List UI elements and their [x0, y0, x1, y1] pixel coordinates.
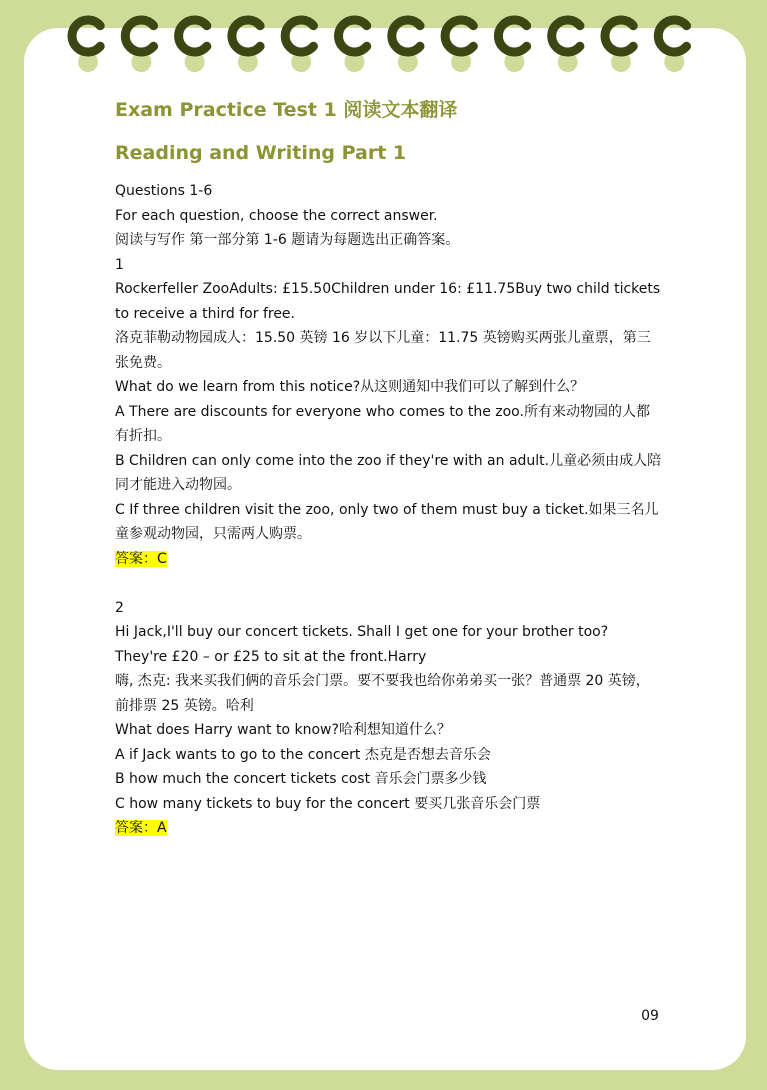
page-title: Exam Practice Test 1 阅读文本翻译: [115, 99, 458, 121]
question-2-option-b: B how much the concert tickets cost 音乐会门票多少钱: [115, 771, 487, 787]
instruction-chinese: 阅读与写作 第一部分第 1-6 题请为每题选出正确答案。: [115, 232, 460, 248]
question-2-option-c: C how many tickets to buy for the concert 要买几张音乐会门票: [115, 795, 541, 812]
question-1-notice-english: Rockerfeller ZooAdults: £15.50Children under 16: £11.75Buy two child tickets to receive a third for free.: [115, 281, 661, 322]
binding-ring: [232, 20, 260, 52]
question-1-prompt: What do we learn from this notice?从这则通知中我们可以了解到什么？: [115, 379, 585, 395]
section-subtitle: Reading and Writing Part 1: [115, 142, 407, 164]
question-1-answer: 答案：C: [115, 550, 167, 567]
binding-ring: [339, 20, 367, 52]
spiral-binding: [0, 0, 767, 80]
binding-ring: [445, 20, 473, 52]
question-1-notice-chinese: 洛克菲勒动物园成人：15.50 英镑 16 岁以下儿童：11.75 英镑购买两张儿童票，第三张免费。: [115, 330, 651, 371]
questions-range: Questions 1-6: [115, 183, 213, 199]
question-2-message-english: Hi Jack,I'll buy our concert tickets. Shall I get one for your brother too? They're £20 – or £25 to sit at the front.Harry: [115, 624, 609, 665]
question-1-option-c: C If three children visit the zoo, only two of them must buy a ticket.如果三名儿童参观动物园，只需两人购票。: [115, 501, 659, 542]
binding-ring: [285, 20, 313, 52]
question-2-answer: 答案：A: [115, 820, 167, 836]
question-1-option-b: B Children can only come into the zoo if they're with an adult.儿童必须由成人陪同才能进入动物园。: [115, 452, 662, 493]
binding-ring: [72, 20, 100, 52]
question-2-prompt: What does Harry want to know?哈利想知道什么？: [115, 722, 451, 738]
binding-ring: [605, 20, 633, 52]
binding-ring: [498, 20, 526, 52]
page-number: 09: [641, 1008, 659, 1024]
binding-ring: [179, 20, 207, 52]
question-1-option-a: A There are discounts for everyone who comes to the zoo.所有来动物园的人都有折扣。: [115, 403, 650, 444]
page-content: [115, 96, 663, 841]
instruction-english: For each question, choose the correct answer.: [115, 207, 438, 224]
question-2-answer-line: [115, 816, 663, 841]
binding-ring: [125, 20, 153, 52]
binding-ring: [392, 20, 420, 52]
binding-ring: [552, 20, 580, 52]
reading-body: [115, 179, 663, 841]
question-2-option-a: A if Jack wants to go to the concert 杰克是否想去音乐会: [115, 746, 491, 763]
question-2-number: 2: [115, 599, 124, 616]
binding-ring: [658, 20, 686, 52]
question-1-answer-line: [115, 547, 663, 572]
spacer: [115, 571, 663, 596]
question-1-number: 1: [115, 256, 124, 273]
question-2-message-chinese: 嗨, 杰克: 我来买我们俩的音乐会门票。要不要我也给你弟弟买一张？普通票 20 英镑，前排票 25 英镑。哈利: [115, 673, 650, 714]
